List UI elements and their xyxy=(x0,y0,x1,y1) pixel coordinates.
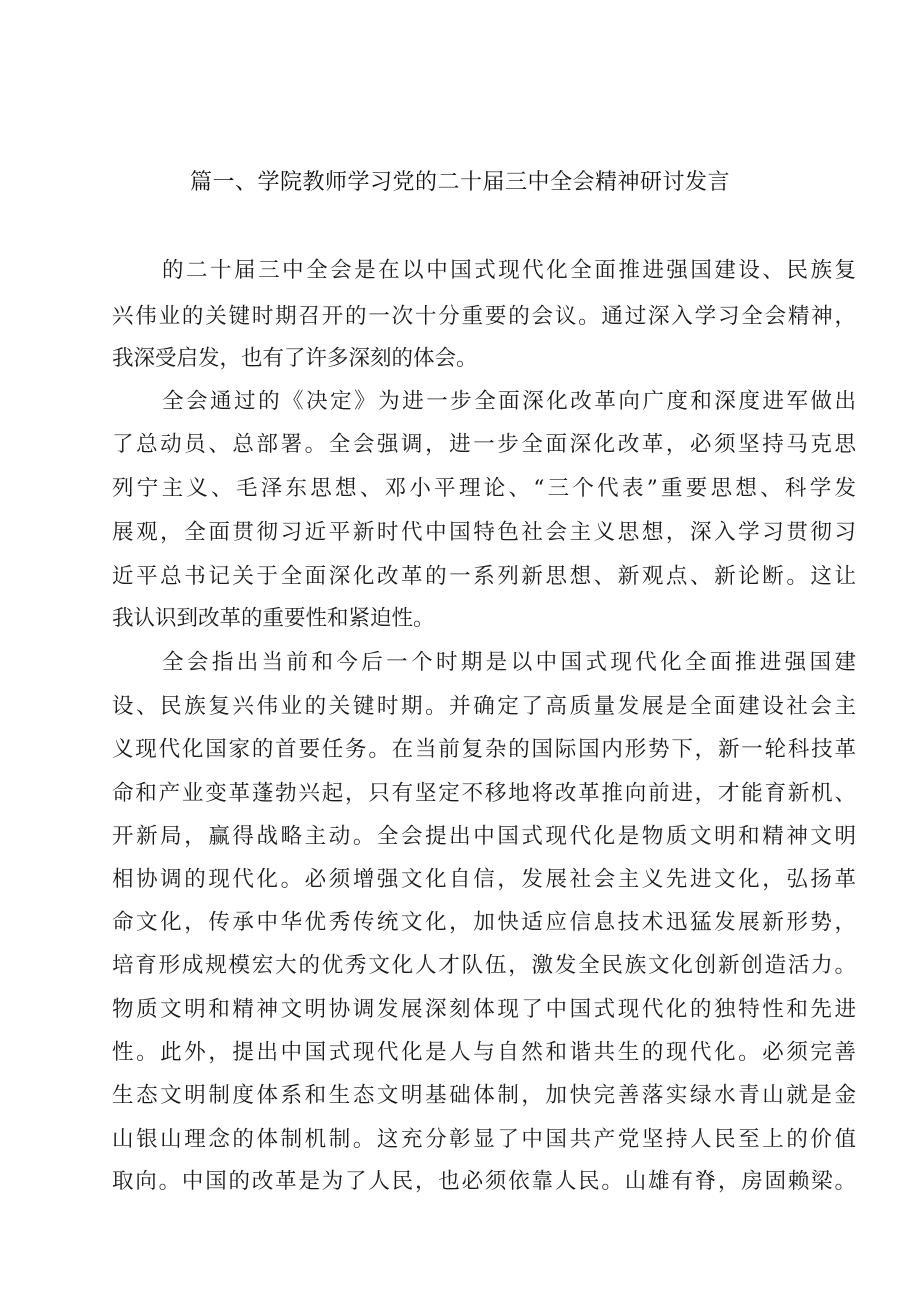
paragraph-line: 生态文明制度体系和生态文明基础体制，加快完善落实绿水青山就是金 xyxy=(112,1083,856,1108)
paragraph-line: 物质文明和精神文明协调发展深刻体现了中国式现代化的独特性和先进 xyxy=(112,997,856,1022)
paragraph-line: 山银山理念的体制机制。这充分彰显了中国共产党坚持人民至上的价值 xyxy=(112,1127,856,1152)
document-title: 篇一、学院教师学习党的二十届三中全会精神研讨发言 xyxy=(189,170,730,195)
paragraph-line: 相协调的现代化。必须增强文化自信，发展社会主义先进文化，弘扬革 xyxy=(112,867,856,892)
paragraph-line: 的二十届三中全会是在以中国式现代化全面推进强国建设、民族复 xyxy=(162,258,856,283)
paragraph-line: 了总动员、总部署。全会强调，进一步全面深化改革，必须坚持马克思 xyxy=(112,432,856,457)
paragraph-line: 命文化，传承中华优秀传统文化，加快适应信息技术迅猛发展新形势， xyxy=(112,910,856,935)
paragraph-line: 开新局，赢得战略主动。全会提出中国式现代化是物质文明和精神文明 xyxy=(112,824,856,849)
paragraph-line: 设、民族复兴伟业的关键时期。并确定了高质量发展是全面建设社会主 xyxy=(112,694,856,719)
paragraph-line: 展观，全面贯彻习近平新时代中国特色社会主义思想，深入学习贯彻习 xyxy=(112,520,856,545)
paragraph-line: 义现代化国家的首要任务。在当前复杂的国际国内形势下，新一轮科技革 xyxy=(112,737,856,762)
paragraph-line: 全会指出当前和今后一个时期是以中国式现代化全面推进强国建 xyxy=(162,650,856,675)
paragraph-line: 命和产业变革蓬勃兴起，只有坚定不移地将改革推向前进，才能育新机、 xyxy=(112,781,856,806)
paragraph-line: 兴伟业的关键时期召开的一次十分重要的会议。通过深入学习全会精神， xyxy=(112,304,856,329)
paragraph-line: 我认识到改革的重要性和紧迫性。 xyxy=(112,606,435,631)
paragraph-line: 取向。中国的改革是为了人民，也必须依靠人民。山雄有脊，房固赖梁。 xyxy=(112,1169,856,1194)
paragraph-line: 全会通过的《决定》为进一步全面深化改革向广度和深度进军做出 xyxy=(162,389,856,414)
paragraph-line: 我深受启发，也有了许多深刻的体会。 xyxy=(112,346,478,371)
paragraph-line: 列宁主义、毛泽东思想、邓小平理论、“三个代表”重要思想、科学发 xyxy=(112,476,856,501)
paragraph-line: 近平总书记关于全面深化改革的一系列新思想、新观点、新论断。这让 xyxy=(112,564,856,589)
paragraph-line: 性。此外，提出中国式现代化是人与自然和谐共生的现代化。必须完善 xyxy=(112,1040,856,1065)
paragraph-line: 培育形成规模宏大的优秀文化人才队伍，激发全民族文化创新创造活力。 xyxy=(112,953,856,978)
